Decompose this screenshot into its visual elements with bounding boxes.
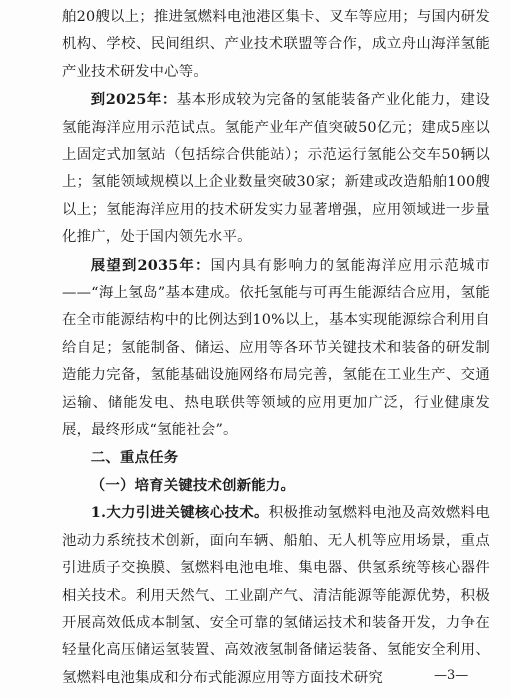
paragraph-key-tech [62, 499, 490, 692]
paragraph-lead-2035: 展望到2035年： [90, 256, 211, 274]
paragraph-continuation: 舶20艘以上；推进氢燃料电池港区集卡、叉车等应用；与国内研发机构、学校、民间组织、产业技术联盟等合作，成立舟山海洋氢能产业技术研发中心等。 [62, 9, 490, 80]
paragraph-body-2035: 国内具有影响力的氢能海洋应用示范城市——“海上氢岛”基本建成。依托氢能与可再生能源结合应用，氢能在全市能源结构中的比例达到10%以上，基本实现能源综合利用自给自足；氢能制备、储运、应用等各环节关键技术和装备的研发制造能力完备，氢能基础设施网络布局完善，氢能在工业生产、交通运输、储能发电、热电联供等领域的应用更加广泛，行业健康发展，最终形成“氢能社会”。 [62, 257, 490, 439]
section-heading: 二、重点任务 [90, 449, 179, 466]
paragraph-body-2025: 基本形成较为完备的氢能装备产业化能力，建设氢能海洋应用示范试点。氢能产业年产值突破50亿元；建成5座以上固定式加氢站（包括综合供能站）；示范运行氢能公交车50辆以上；氢能领域规模以上企业数量突破30家；新建或改造船舶100艘以上；氢能海洋应用的技术研发实力显著增强，应用领域进一步量化推广，处于国内领先水平。 [62, 92, 491, 246]
page-number: —3— [434, 668, 469, 683]
paragraph-lead-key-tech: 1.大力引进关键核心技术。 [90, 504, 269, 522]
subsection-heading: （一）培育关键技术创新能力。 [90, 476, 296, 494]
paragraph-2035-outlook [62, 252, 490, 445]
paragraph-body-key-tech: 积极推动氢燃料电池及高效燃料电池动力系统技术创新，面向车辆、船舶、无人机等应用场景，重点引进质子交换膜、氢燃料电池电堆、集电器、供氢系统等核心器件相关技术。利用天然气、工业副产气、清洁能源等能源优势，积极开展高效低成本制氢、安全可靠的氢储运技术和装备开发，力争在轻量化高压储运氢装置、高效液氢制备储运装备、氢能安全利用、氢燃料电池集成和分布式能源应用等方面技术研究 [62, 505, 490, 686]
paragraph-2025-target [62, 86, 490, 251]
document-body [62, 4, 490, 692]
paragraph-lead-2025: 到2025年： [90, 91, 177, 109]
